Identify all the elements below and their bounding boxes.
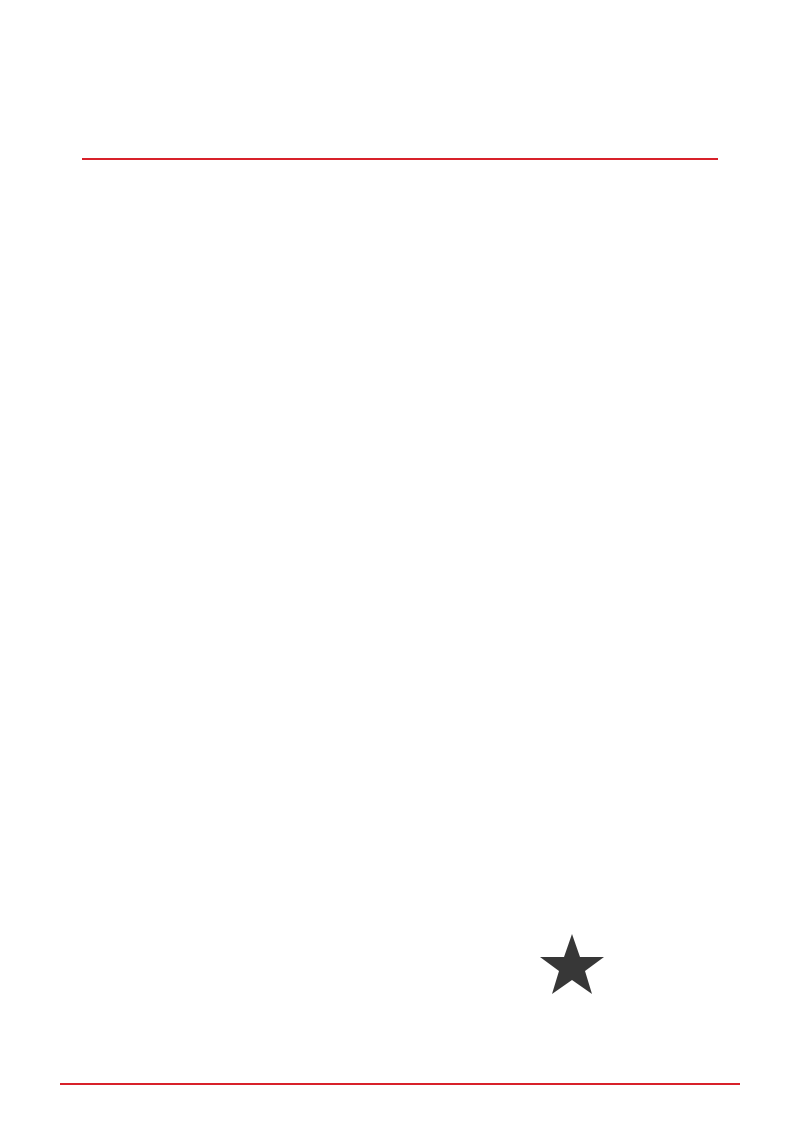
footer-divider [60, 1083, 740, 1085]
official-seal [486, 880, 658, 1052]
meeting-title [90, 172, 720, 205]
header-divider [82, 158, 718, 160]
